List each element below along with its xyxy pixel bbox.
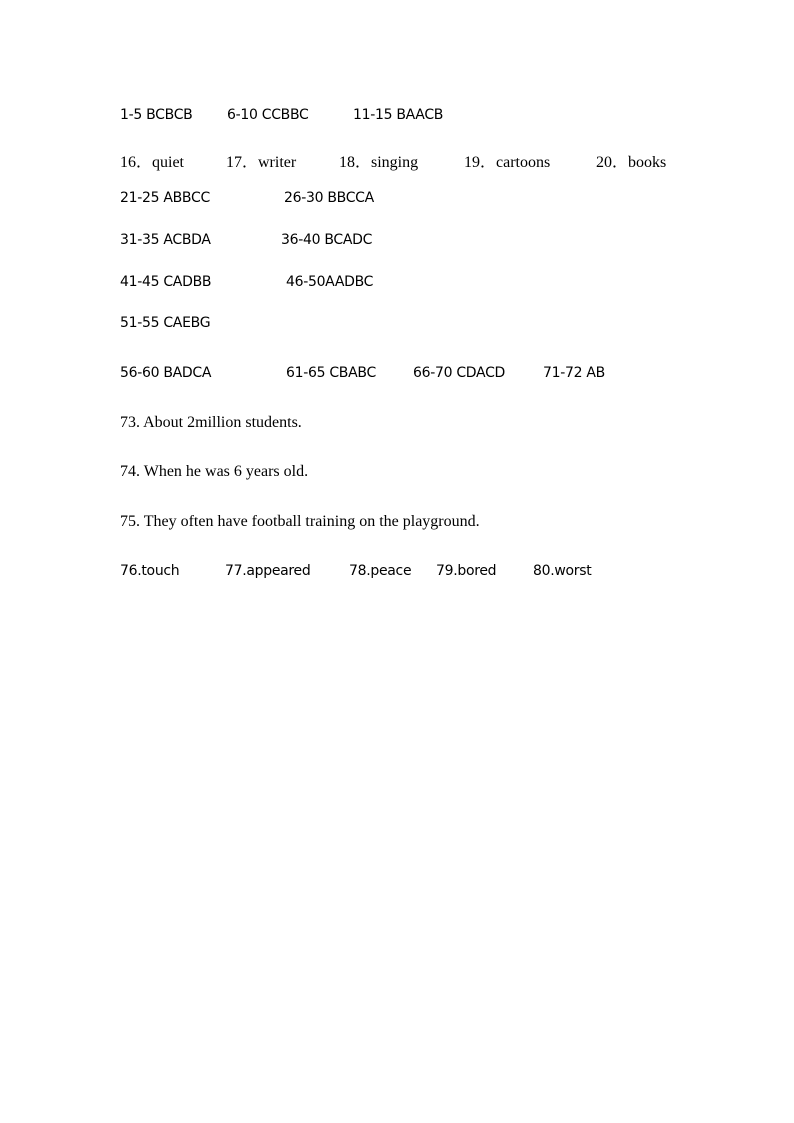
answer-77: 77.appeared: [225, 563, 311, 579]
answers-66-70: 66-70 CDACD: [413, 365, 506, 381]
answer-line-31-40: [120, 232, 760, 256]
answer-line-41-50: [120, 274, 760, 298]
answer-line-1-15: [120, 107, 760, 131]
answers-36-40: 36-40 BCADC: [281, 232, 373, 248]
answer-18: 18．singing: [339, 154, 419, 171]
answers-61-65: 61-65 CBABC: [286, 365, 376, 381]
answers-51-55: 51-55 CAEBG: [120, 315, 211, 331]
answer-line-21-30: [120, 190, 760, 214]
answers-46-50: 46-50AADBC: [286, 274, 374, 290]
answer-line-75: [120, 513, 760, 537]
answer-line-73: [120, 414, 760, 438]
answer-line-51-55: [120, 315, 760, 339]
answer-line-74: [120, 463, 760, 487]
answer-79: 79.bored: [436, 563, 497, 579]
answer-20: 20．books: [596, 154, 667, 171]
answers-11-15: 11-15 BAACB: [353, 107, 444, 123]
answer-78: 78.peace: [349, 563, 412, 579]
answer-line-16-20: [120, 149, 760, 173]
answers-41-45: 41-45 CADBB: [120, 274, 212, 290]
answer-16: 16．quiet: [120, 154, 184, 171]
answer-17: 17．writer: [226, 154, 297, 171]
answer-line-76-80: [120, 563, 760, 587]
answers-26-30: 26-30 BBCCA: [284, 190, 374, 206]
answers-1-5: 1-5 BCBCB: [120, 107, 193, 123]
answers-21-25: 21-25 ABBCC: [120, 190, 210, 206]
answers-56-60: 56-60 BADCA: [120, 365, 212, 381]
answers-71-72: 71-72 AB: [543, 365, 605, 381]
answer-80: 80.worst: [533, 563, 592, 579]
answer-19: 19．cartoons: [464, 154, 551, 171]
answer-line-56-72: [120, 365, 760, 389]
answers-31-35: 31-35 ACBDA: [120, 232, 211, 248]
answer-73: 73. About 2million students.: [120, 414, 302, 431]
answer-75: 75. They often have football training on the playground.: [120, 513, 480, 530]
answer-76: 76.touch: [120, 563, 180, 579]
answers-6-10: 6-10 CCBBC: [227, 107, 309, 123]
answer-74: 74. When he was 6 years old.: [120, 463, 309, 480]
